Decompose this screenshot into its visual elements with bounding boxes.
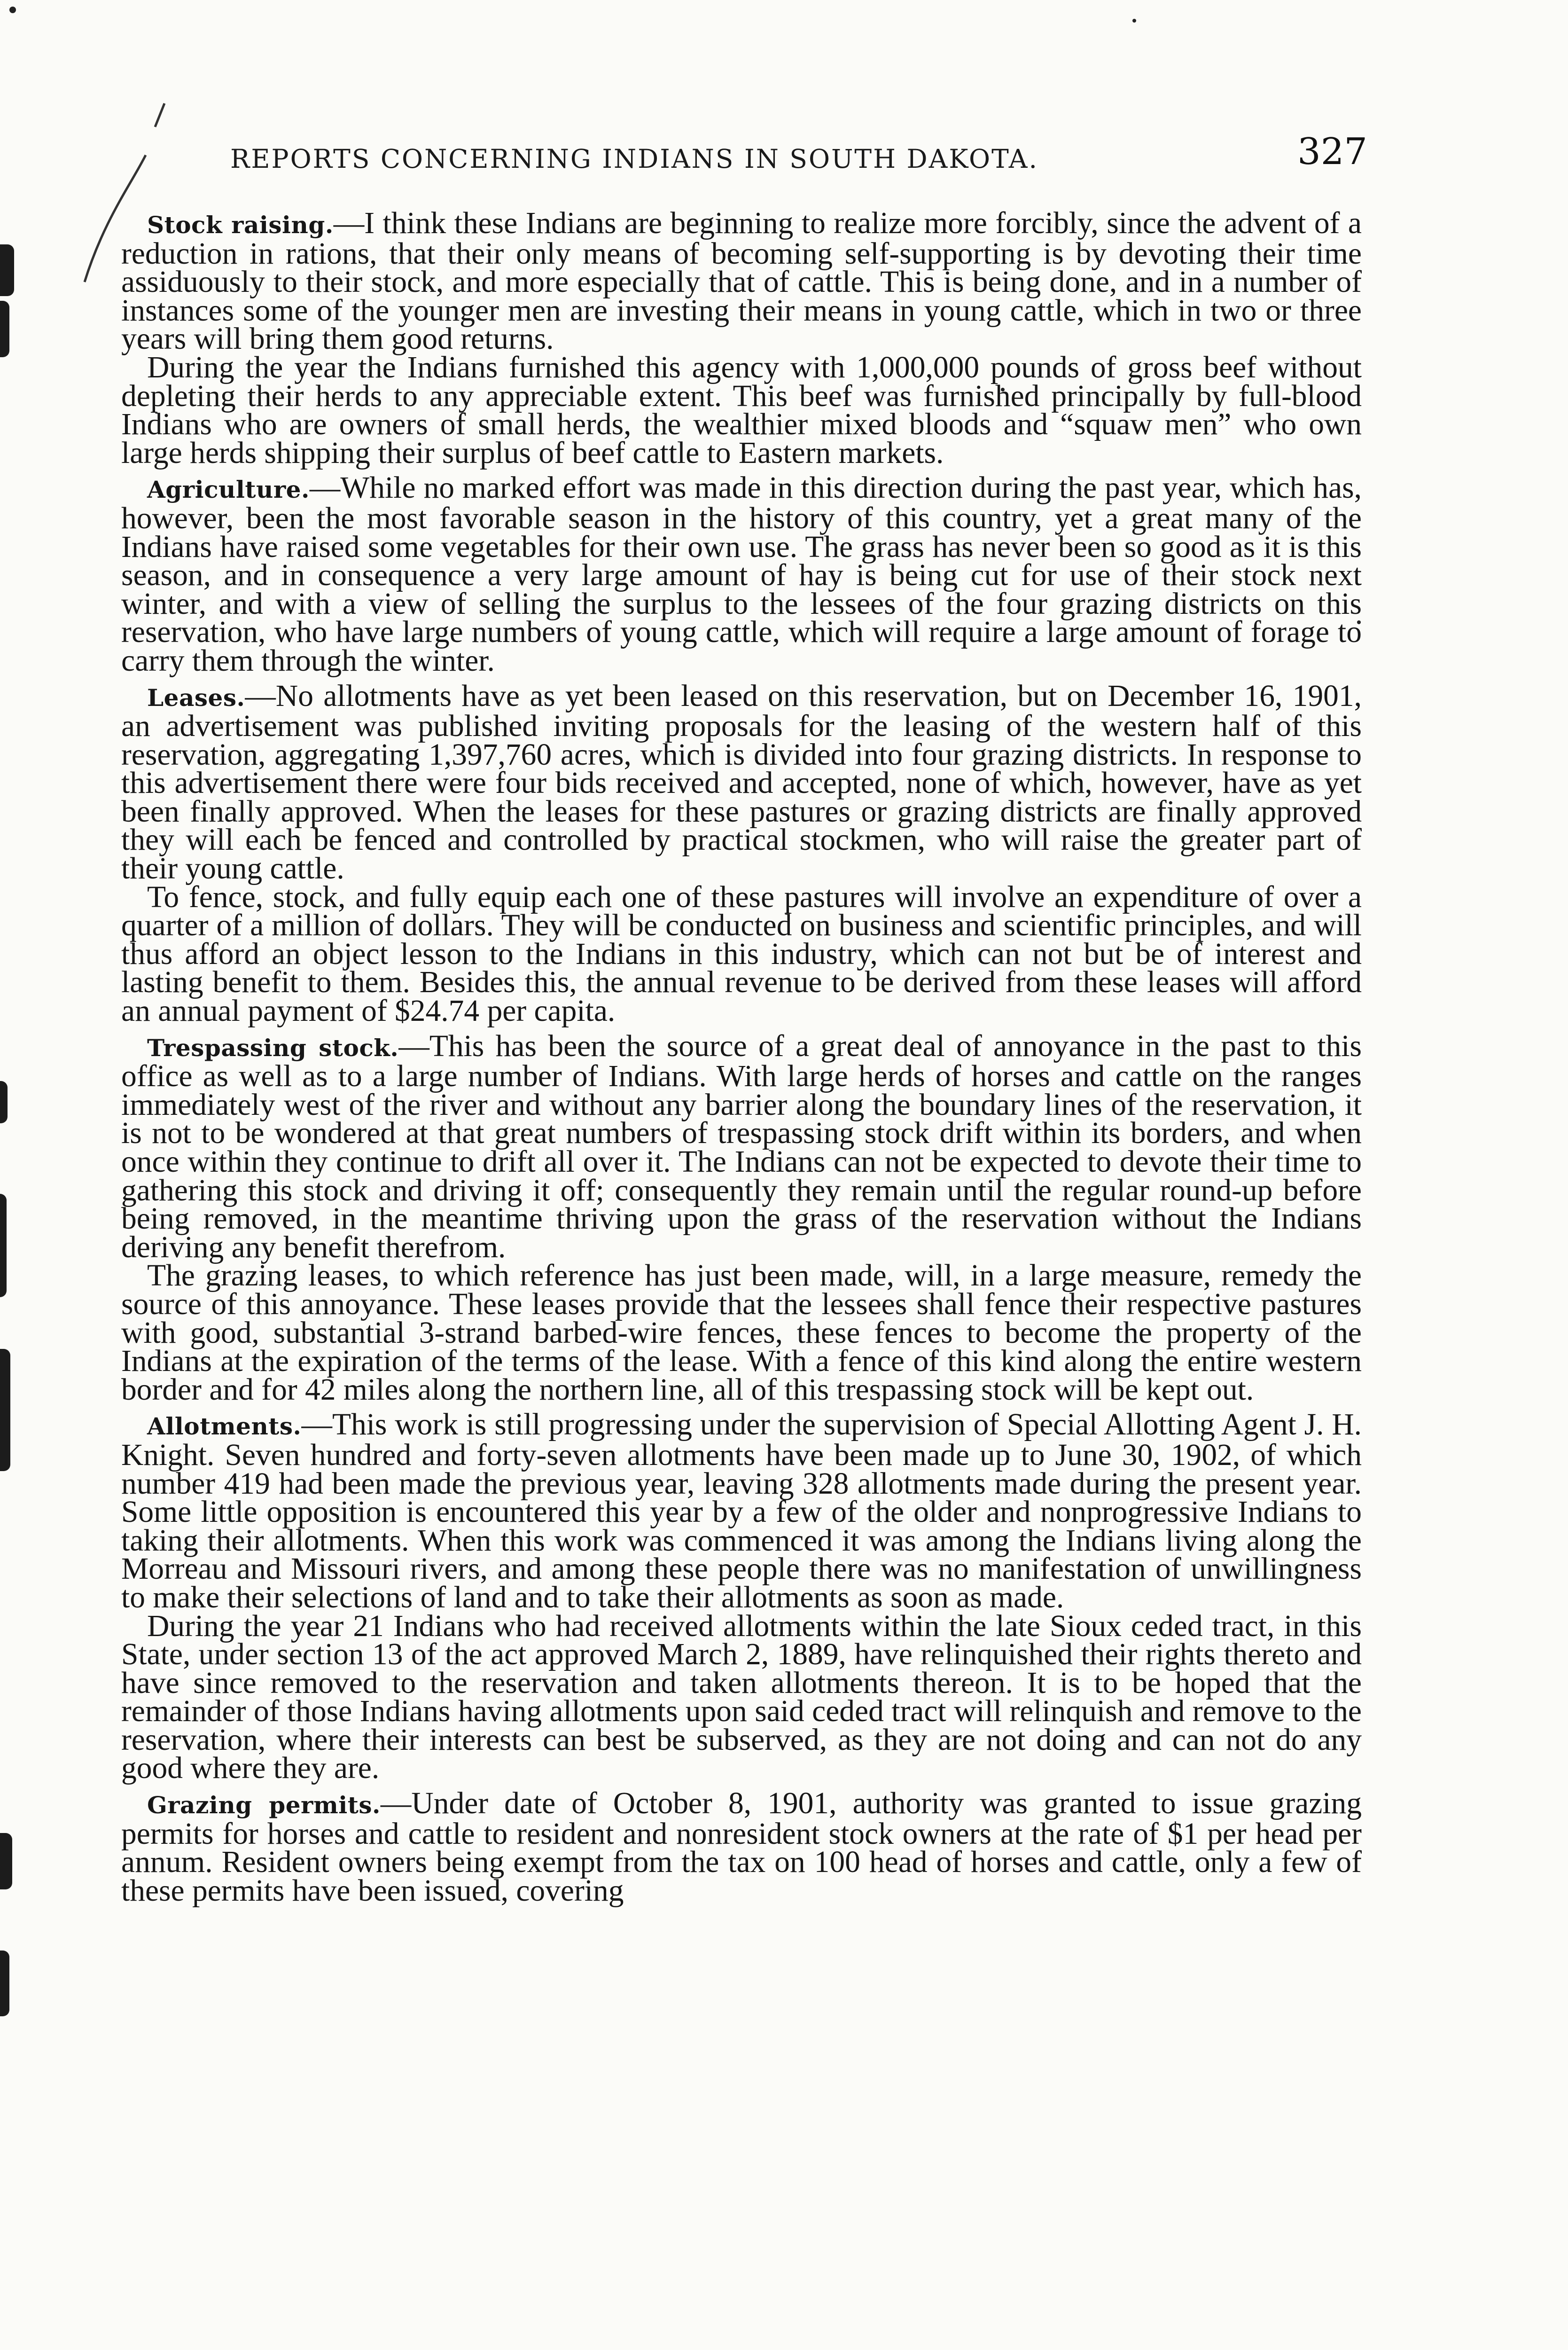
paragraph-text: —Under date of October 8, 1901, authority was granted to issue grazing permits for horses and cattle to resident and nonresident stock owners at the rate of $1 per head per annum. Resident owners being exempt from the tax on 100 head of horses and cattle, only a few of these permits have been issued, covering <box>121 1786 1362 1908</box>
body-text <box>121 206 1362 1908</box>
paragraph-text: —No allotments have as yet been leased on this reservation, but on December 16, 1901, an advertisement was published inviting proposals for the leasing of the western half of this reservation, aggregating 1,397,760 acres, which is divided into four grazing districts. In response to this advertisement there were four bids received and accepted, none of which, however, have as yet been finally approved. When the leases for these pastures or grazing districts are finally approved they will each be fenced and controlled by practical stockmen, who will raise the greater part of their young cattle. <box>121 679 1362 886</box>
binding-mark <box>0 301 9 357</box>
section-heading: Leases. <box>147 683 245 712</box>
paragraph <box>121 471 1362 678</box>
paragraph <box>121 1609 1362 1786</box>
paragraph-text: The grazing leases, to which reference has just been made, will, in a large measure, remedy the source of this annoyance. These leases provide that the lessees shall fence their respective pastures with good, substantial 3-strand barbed-wire fences, these fences to become the property of the Indians at the expiration of the terms of the lease. With a fence of this kind along the entire western border and for 42 miles along the northern line, all of this trespassing stock will be kept out. <box>121 1259 1362 1407</box>
paragraph-text: —While no marked effort was made in this direction during the past year, which has, however, been the most favorable season in the history of this country, yet a great many of the Indians have raised some vegetables for their own use. The grass has never been so good as it is this season, and in consequence a very large amount of hay is being cut for use of their stock next winter, and with a view of selling the surplus to the lessees of the four grazing districts on this reservation, who have large numbers of young cattle, which will require a large amount of forage to carry them through the winter. <box>121 471 1362 678</box>
scan-dot-top-right <box>1132 19 1136 23</box>
page-number: 327 <box>1297 131 1367 173</box>
paragraph <box>121 1259 1362 1407</box>
section-heading: Agriculture. <box>147 476 310 504</box>
paragraph-text: To fence, stock, and fully equip each one of these pastures will involve an expenditure of over a quarter of a million of dollars. They will be conducted on business and scientific principles, and will thus afford an object lesson to the Indians in this industry, which can not but be of interest and lasting benefit to them. Besides this, the annual revenue to be derived from these leases will afford an annual payment of $24.74 per capita. <box>121 880 1362 1028</box>
binding-mark <box>0 1081 8 1123</box>
paragraph <box>121 1410 1362 1612</box>
paragraph-text: During the year 21 Indians who had received allotments within the late Sioux ceded tract, in this State, under section 13 of the act approved March 2, 1889, have relinquished their rights thereto and have since removed to the reservation and taken allotments thereon. It is to be hoped that the remainder of those Indians having allotments upon said ceded tract will relinquish and remove to the reservation, where their interests can best be subserved, as they are not doing and can not do any good where they are. <box>121 1609 1362 1786</box>
paragraph <box>121 880 1362 1028</box>
binding-mark <box>0 1950 9 2016</box>
scan-dot-top-left <box>9 7 16 13</box>
paragraph-text: —This has been the source of a great deal of annoyance in the past to this office as well as to a large number of Indians. With large herds of horses and cattle on the ranges immediately west of the river and without any barrier along the boundary lines of the reservation, it is not to be wondered at that great numbers of trespassing stock drift within its borders, and when once within they continue to drift all over it. The Indians can not be expected to devote their time to gathering this stock and driving it off; consequently they remain until the regular round-up before being removed, in the meantime thriving upon the grass of the reservation without the Indians deriving any benefit therefrom. <box>121 1029 1362 1264</box>
section-heading: Trespassing stock. <box>147 1034 399 1062</box>
binding-mark <box>0 244 14 296</box>
binding-mark <box>0 1194 7 1297</box>
binding-mark <box>0 1349 10 1471</box>
section-heading: Grazing permits. <box>147 1791 381 1819</box>
paragraph <box>121 679 1362 886</box>
paragraph <box>121 206 1362 356</box>
paragraph <box>121 350 1362 470</box>
paragraph-text: —I think these Indians are beginning to realize more forcibly, since the advent of a reduction in rations, that their only means of becoming self-supporting is by devoting their time assiduously to their stock, and more especially that of cattle. This is being done, and in a number of instances some of the younger men are investing their means in young cattle, which in two or three years will bring them good returns. <box>121 206 1362 356</box>
section-heading: Allotments. <box>147 1412 302 1441</box>
paragraph-text: During the year the Indians furnished this agency with 1,000,000 pounds of gross beef without depleting their herds to any appreciable extent. This beef was furnished principally by full-blood Indians who are owners of small herds, the wealthier mixed bloods and “squaw men” who own large herds shipping their surplus of beef cattle to Eastern markets. <box>121 350 1362 470</box>
paragraph <box>121 1029 1362 1264</box>
paragraph <box>121 1786 1362 1908</box>
running-title: REPORTS CONCERNING INDIANS IN SOUTH DAKOTA. <box>230 144 1038 174</box>
paragraph-text: —This work is still progressing under the supervision of Special Allotting Agent J. H. Knight. Seven hundred and forty-seven allotments have been made up to June 30, 1902, of which number 419 had been made the previous year, leaving 328 allotments made during the present year. Some little opposition is encountered this year by a few of the older and nonprogressive Indians to taking their allotments. When this work was commenced it was among the Indians living along the Morreau and Missouri rivers, and among these people there was no manifestation of unwillingness to make their selections of land and to take their allotments as soon as made. <box>121 1408 1362 1614</box>
page-header <box>230 131 1367 187</box>
binding-mark <box>0 1833 12 1889</box>
section-heading: Stock raising. <box>147 211 334 239</box>
